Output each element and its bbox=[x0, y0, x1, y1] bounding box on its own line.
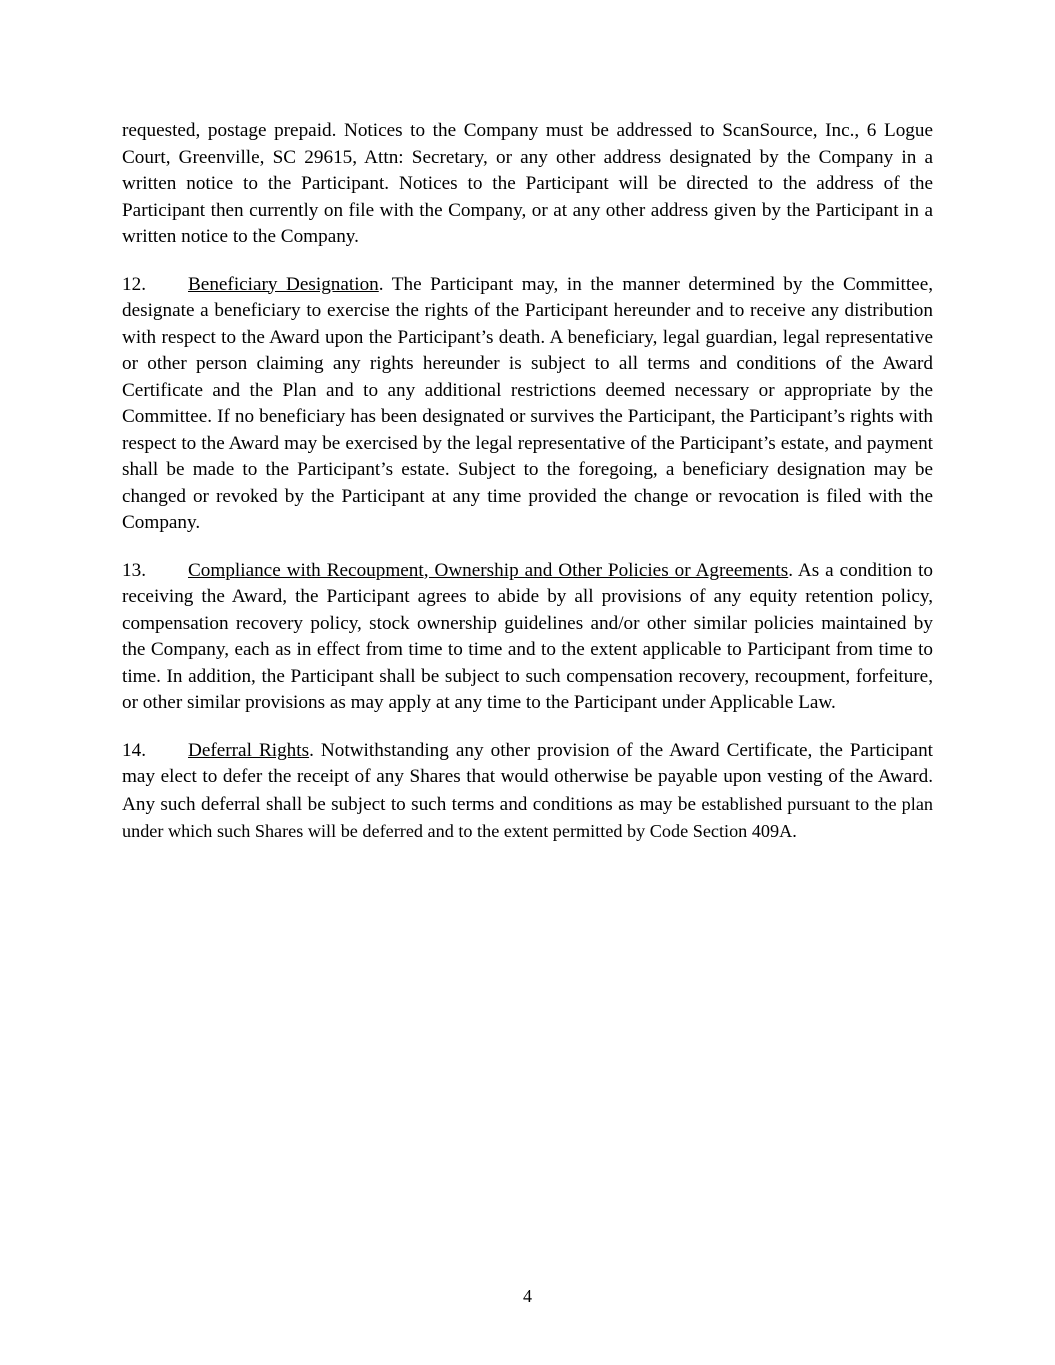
paragraph-text: . As a condition to receiving the Award, the Participant agrees to abide by all provisions of any equity retention policy, compensation recovery policy, stock ownership guidelines and/or other similar policies maintained by the Company, each as in effect from time to time and to the extent applicable to Participant from time to time. In addition, the Participant shall be subject to such compensation recovery, recoupment, forfeiture, or other similar provisions as may apply at any time to the Participant under Applicable Law. bbox=[122, 559, 933, 713]
paragraph-compliance-recoupment bbox=[122, 558, 933, 717]
paragraph-text: . The Participant may, in the manner determined by the Committee, designate a beneficiary to exercise the rights of the Participant hereunder and to receive any distribution with respect to the Award upon the Participant’s death. A beneficiary, legal guardian, legal representative or other person claiming any rights hereunder is subject to all terms and conditions of the Award Certificate and the Plan and to any additional restrictions deemed necessary or appropriate by the Committee. If no beneficiary has been designated or survives the Participant, the Participant’s rights with respect to the Award may be exercised by the legal representative of the Participant’s estate, and payment shall be made to the Participant’s estate. Subject to the foregoing, a beneficiary designation may be changed or revoked by the Participant at any time provided the change or revocation is filed with the Company. bbox=[122, 273, 934, 533]
paragraph-number: 12. bbox=[122, 273, 146, 295]
paragraph-heading: Deferral Rights bbox=[188, 739, 310, 761]
paragraph-notices-continued bbox=[122, 118, 933, 251]
paragraph-heading: Compliance with Recoupment, Ownership and Other Policies or Agreements bbox=[188, 559, 789, 581]
paragraph-number: 14. bbox=[122, 739, 146, 761]
paragraph-beneficiary-designation bbox=[122, 272, 933, 537]
paragraph-text: requested, postage prepaid. Notices to the Company must be addressed to ScanSource, Inc., 6 Logue Court, Greenville, SC 29615, Attn: Secretary, or any other address designated by the Company in a written notice to the Participant. Notices to the Participant will be directed to the address of the Participant then currently on file with the Company, or at any other address given by the Participant in a written notice to the Company. bbox=[122, 120, 933, 247]
page-number: 4 bbox=[523, 1286, 532, 1306]
paragraph-deferral-rights bbox=[122, 738, 933, 846]
paragraph-number: 13. bbox=[122, 559, 146, 581]
paragraph-text-continued: established pursuant to the plan under which such Shares will be deferred and to the extent permitted by Code Section 409A. bbox=[122, 793, 933, 841]
paragraph-text: . Notwithstanding any other provision of the Award Certificate, the Participant may elect to defer the receipt of any Shares that would otherwise be payable upon vesting of the Award. Any such deferral shall be subject to such terms and conditions as may be bbox=[122, 739, 933, 815]
paragraph-heading: Beneficiary Designation bbox=[188, 273, 379, 295]
